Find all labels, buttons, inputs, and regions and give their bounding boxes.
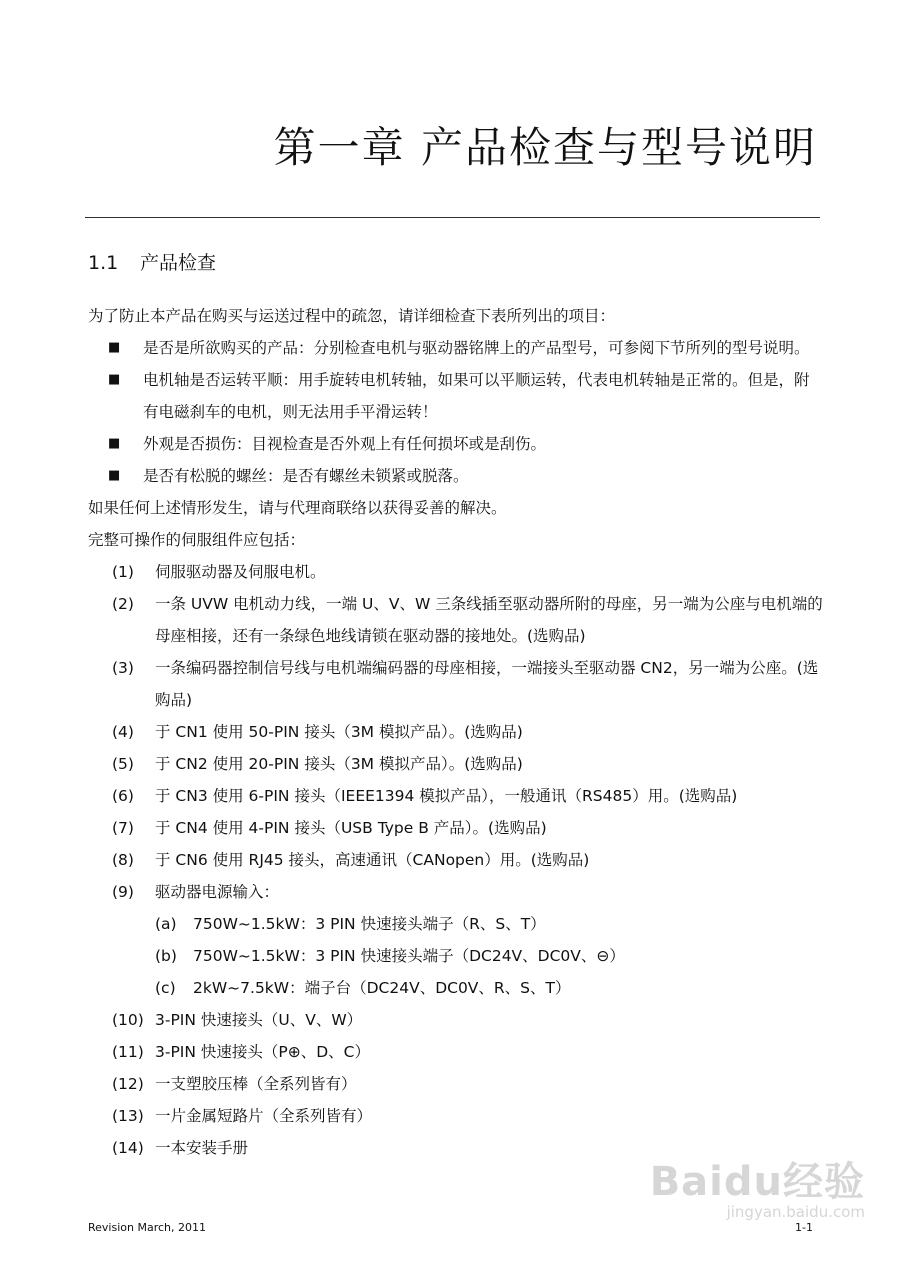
watermark-url: jingyan.baidu.com [726, 1203, 865, 1221]
list-item: ■ 是否是所欲购买的产品：分别检查电机与驱动器铭牌上的产品型号，可参阅下节所列的型号说明。 [88, 332, 823, 364]
document-body [88, 300, 823, 1164]
components-intro: 完整可操作的伺服组件应包括： [88, 531, 306, 549]
section-number: 1.1 [88, 252, 119, 274]
square-bullet-icon: ■ [108, 436, 121, 451]
list-item: (c) 2kW~7.5kW：端子台（DC24V、DC0V、R、S、T） [155, 979, 571, 997]
list-item: (1) 伺服驱动器及伺服电机。 [112, 563, 326, 581]
list-item: (5) 于 CN2 使用 20-PIN 接头（3M 模拟产品）。(选购品) [112, 755, 523, 773]
list-item: (2) 一条 UVW 电机动力线，一端 U、V、W 三条线插至驱动器所附的母座，另一端为公座与电机端的母座相接，还有一条绿色地线请锁在驱动器的接地处。(选购品) [112, 595, 823, 645]
list-item: (9) 驱动器电源输入： (a) 750W~1.5kW：3 PIN 快速接头端子（R、S、T） (b) 750W~1.5kW：3 PIN 快速接头端子（DC24V、DC0V、⊖） (c) 2kW~7.5kW：端子台（DC24V、DC0V、R、S、T） [88, 876, 823, 1004]
footer-revision: Revision March, 2011 [88, 1221, 206, 1234]
list-item: (13) 一片金属短路片（全系列皆有） [112, 1107, 373, 1125]
inspection-checklist [88, 332, 823, 492]
baidu-watermark [650, 1150, 865, 1221]
list-item: ■ 外观是否损伤：目视检查是否外观上有任何损坏或是刮伤。 [88, 428, 823, 460]
list-item: (10) 3-PIN 快速接头（U、V、W） [112, 1011, 363, 1029]
section-heading [88, 248, 216, 275]
list-item: (a) 750W~1.5kW：3 PIN 快速接头端子（R、S、T） [155, 915, 546, 933]
watermark-brand: Baidu经验 [649, 1159, 865, 1205]
list-item: (14) 一本安装手册 [112, 1139, 249, 1157]
list-item: (b) 750W~1.5kW：3 PIN 快速接头端子（DC24V、DC0V、⊖） [155, 947, 625, 965]
list-item: ■ 电机轴是否运转平顺：用手旋转电机转轴，如果可以平顺运转，代表电机转轴是正常的。但是，附有电磁刹车的电机，则无法用手平滑运转！ [88, 364, 823, 428]
contact-paragraph: 如果任何上述情形发生，请与代理商联络以获得妥善的解决。 [88, 499, 507, 517]
chapter-title: 第一章 产品检查与型号说明 [273, 123, 817, 172]
list-item: (8) 于 CN6 使用 RJ45 接头，高速通讯（CANopen）用。(选购品) [112, 851, 590, 869]
list-item: (4) 于 CN1 使用 50-PIN 接头（3M 模拟产品）。(选购品) [112, 723, 523, 741]
list-item: (3) 一条编码器控制信号线与电机端编码器的母座相接，一端接头至驱动器 CN2，另一端为公座。(选购品) [112, 659, 819, 709]
list-item: (6) 于 CN3 使用 6-PIN 接头（IEEE1394 模拟产品），一般通讯（RS485）用。(选购品) [112, 787, 738, 805]
power-input-sublist [155, 908, 823, 1004]
list-item: (11) 3-PIN 快速接头（P⊕、D、C） [112, 1043, 370, 1061]
intro-paragraph: 为了防止本产品在购买与运送过程中的疏忽，请详细检查下表所列出的项目： [88, 307, 616, 325]
square-bullet-icon: ■ [108, 340, 121, 355]
title-divider [85, 217, 820, 218]
footer-page-number: 1-1 [795, 1221, 813, 1234]
components-list [88, 556, 823, 1164]
square-bullet-icon: ■ [108, 468, 121, 483]
section-title: 产品检查 [140, 252, 217, 274]
list-item: (7) 于 CN4 使用 4-PIN 接头（USB Type B 产品）。(选购品) [112, 819, 547, 837]
list-item: ■ 是否有松脱的螺丝：是否有螺丝未锁紧或脱落。 [88, 460, 823, 492]
square-bullet-icon: ■ [108, 372, 121, 387]
list-item: (12) 一支塑胶压棒（全系列皆有） [112, 1075, 357, 1093]
